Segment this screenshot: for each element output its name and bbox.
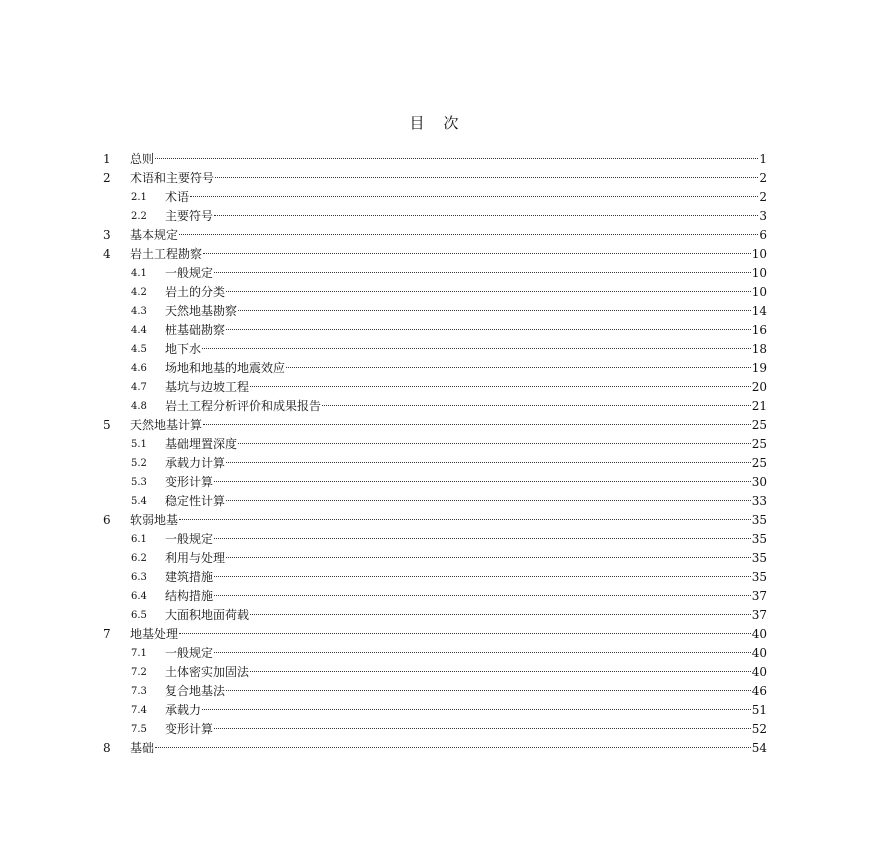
dot-leader xyxy=(202,708,751,710)
toc-entry-number: 6.5 xyxy=(131,610,147,621)
dot-leader xyxy=(203,423,751,425)
dot-leader xyxy=(203,252,751,254)
toc-entry-title: 基础埋置深度 xyxy=(165,437,238,451)
toc-page-number: 37 xyxy=(751,608,767,622)
toc-section-entry[interactable] xyxy=(0,682,870,701)
toc-chapter-entry[interactable] xyxy=(0,169,870,188)
toc-section-entry[interactable] xyxy=(0,207,870,226)
toc-entry-number: 6 xyxy=(103,513,111,527)
toc-entry-title: 总则 xyxy=(130,152,155,166)
toc-entry-number: 4.7 xyxy=(131,382,147,393)
dot-leader xyxy=(214,575,751,577)
toc-chapter-entry[interactable] xyxy=(0,245,870,264)
dot-leader xyxy=(214,594,751,596)
toc-entry-title: 天然地基勘察 xyxy=(165,304,238,318)
toc-page-number: 20 xyxy=(751,380,767,394)
toc-entry-title: 基坑与边坡工程 xyxy=(165,380,250,394)
toc-entry-title: 地基处理 xyxy=(130,627,179,641)
toc-entry-number: 6.2 xyxy=(131,553,147,564)
toc-chapter-entry[interactable] xyxy=(0,226,870,245)
toc-section-entry[interactable] xyxy=(0,492,870,511)
toc-page-number: 40 xyxy=(751,665,767,679)
dot-leader xyxy=(214,727,751,729)
dot-leader xyxy=(226,689,751,691)
toc-entry-title: 大面积地面荷载 xyxy=(165,608,250,622)
toc-page-number: 6 xyxy=(759,228,767,242)
dot-leader xyxy=(179,518,751,520)
toc-entry-number: 7.1 xyxy=(131,648,147,659)
toc-entry-number: 7.2 xyxy=(131,667,147,678)
dot-leader xyxy=(190,195,758,197)
dot-leader xyxy=(214,214,758,216)
toc-section-entry[interactable] xyxy=(0,720,870,739)
toc-section-entry[interactable] xyxy=(0,701,870,720)
toc-page-number: 35 xyxy=(751,513,767,527)
toc-entry-number: 2.2 xyxy=(131,211,147,222)
toc-page-number: 35 xyxy=(751,570,767,584)
toc-page-number: 16 xyxy=(751,323,767,337)
dot-leader xyxy=(214,537,751,539)
dot-leader xyxy=(286,366,751,368)
toc-entry-number: 6.4 xyxy=(131,591,147,602)
toc-entry-number: 4.1 xyxy=(131,268,147,279)
toc-page-number: 46 xyxy=(751,684,767,698)
toc-section-entry[interactable] xyxy=(0,359,870,378)
dot-leader xyxy=(226,556,751,558)
toc-page-number: 1 xyxy=(759,152,767,166)
toc-entry-title: 岩土工程分析评价和成果报告 xyxy=(165,399,322,413)
toc-entry-number: 4.5 xyxy=(131,344,147,355)
toc-section-entry[interactable] xyxy=(0,435,870,454)
toc-entry-number: 2.1 xyxy=(131,192,147,203)
toc-section-entry[interactable] xyxy=(0,188,870,207)
toc-entry-title: 承载力 xyxy=(165,703,202,717)
dot-leader xyxy=(238,442,751,444)
toc-section-entry[interactable] xyxy=(0,283,870,302)
toc-page-number: 25 xyxy=(751,437,767,451)
toc-entry-title: 基本规定 xyxy=(130,228,179,242)
toc-entry-number: 7.4 xyxy=(131,705,147,716)
toc-page-number: 10 xyxy=(751,266,767,280)
dot-leader xyxy=(250,613,751,615)
toc-entry-title: 承载力计算 xyxy=(165,456,226,470)
toc-section-entry[interactable] xyxy=(0,340,870,359)
toc-entry-title: 变形计算 xyxy=(165,475,214,489)
dot-leader xyxy=(215,176,758,178)
toc-page-number: 54 xyxy=(751,741,767,755)
toc-page-number: 21 xyxy=(751,399,767,413)
toc-page-number: 35 xyxy=(751,551,767,565)
toc-entry-number: 4 xyxy=(103,247,111,261)
toc-entry-number: 7 xyxy=(103,627,111,641)
toc-page-number: 2 xyxy=(759,171,767,185)
dot-leader xyxy=(214,271,751,273)
dot-leader xyxy=(179,233,758,235)
toc-page-number: 19 xyxy=(751,361,767,375)
toc-section-entry[interactable] xyxy=(0,264,870,283)
toc-entry-number: 4.2 xyxy=(131,287,147,298)
toc-entry-number: 5.4 xyxy=(131,496,147,507)
dot-leader xyxy=(202,347,751,349)
dot-leader xyxy=(226,328,751,330)
toc-entry-title: 地下水 xyxy=(165,342,202,356)
toc-entry-number: 7.5 xyxy=(131,724,147,735)
dot-leader xyxy=(155,157,758,159)
toc-page-number: 14 xyxy=(751,304,767,318)
toc-chapter-entry[interactable] xyxy=(0,416,870,435)
toc-chapter-entry[interactable] xyxy=(0,150,870,169)
dot-leader xyxy=(226,499,751,501)
dot-leader xyxy=(214,651,751,653)
dot-leader xyxy=(179,632,751,634)
toc-page-number: 40 xyxy=(751,646,767,660)
toc-entry-number: 5 xyxy=(103,418,111,432)
toc-page-number: 51 xyxy=(751,703,767,717)
toc-chapter-entry[interactable] xyxy=(0,739,870,758)
toc-section-entry[interactable] xyxy=(0,397,870,416)
toc-entry-number: 3 xyxy=(103,228,111,242)
toc-entry-title: 一般规定 xyxy=(165,266,214,280)
toc-section-entry[interactable] xyxy=(0,606,870,625)
toc-page-number: 33 xyxy=(751,494,767,508)
toc-section-entry[interactable] xyxy=(0,644,870,663)
toc-entry-title: 一般规定 xyxy=(165,532,214,546)
toc-entry-title: 稳定性计算 xyxy=(165,494,226,508)
toc-section-entry[interactable] xyxy=(0,302,870,321)
dot-leader xyxy=(226,290,751,292)
toc-entry-title: 天然地基计算 xyxy=(130,418,203,432)
toc-entry-title: 术语和主要符号 xyxy=(130,171,215,185)
toc-section-entry[interactable] xyxy=(0,454,870,473)
toc-page-number: 25 xyxy=(751,418,767,432)
toc-entry-title: 场地和地基的地震效应 xyxy=(165,361,286,375)
toc-page-number: 10 xyxy=(751,247,767,261)
toc-entry-number: 5.3 xyxy=(131,477,147,488)
toc-entry-number: 4.8 xyxy=(131,401,147,412)
dot-leader xyxy=(250,670,751,672)
dot-leader xyxy=(226,461,751,463)
page-title: 目 次 xyxy=(409,114,461,132)
toc-page-number: 10 xyxy=(751,285,767,299)
toc-page-number: 35 xyxy=(751,532,767,546)
toc-entry-title: 结构措施 xyxy=(165,589,214,603)
toc-section-entry[interactable] xyxy=(0,663,870,682)
toc-page-number: 2 xyxy=(759,190,767,204)
toc-section-entry[interactable] xyxy=(0,473,870,492)
dot-leader xyxy=(322,404,751,406)
toc-section-entry[interactable] xyxy=(0,530,870,549)
toc-entry-title: 岩土的分类 xyxy=(165,285,226,299)
toc-entry-title: 主要符号 xyxy=(165,209,214,223)
toc-entry-title: 利用与处理 xyxy=(165,551,226,565)
toc-section-entry[interactable] xyxy=(0,321,870,340)
toc-entry-title: 岩土工程勘察 xyxy=(130,247,203,261)
toc-entry-number: 4.6 xyxy=(131,363,147,374)
toc-entry-number: 2 xyxy=(103,171,111,185)
toc-entry-title: 土体密实加固法 xyxy=(165,665,250,679)
toc-chapter-entry[interactable] xyxy=(0,625,870,644)
toc-page-number: 18 xyxy=(751,342,767,356)
toc-entry-title: 一般规定 xyxy=(165,646,214,660)
toc-page-number: 25 xyxy=(751,456,767,470)
toc-entry-title: 基础 xyxy=(130,741,155,755)
toc-page-number: 30 xyxy=(751,475,767,489)
toc-entry-number: 5.1 xyxy=(131,439,147,450)
toc-entry-title: 变形计算 xyxy=(165,722,214,736)
toc-section-entry[interactable] xyxy=(0,549,870,568)
toc-entry-title: 桩基础勘察 xyxy=(165,323,226,337)
dot-leader xyxy=(250,385,751,387)
toc-entry-title: 建筑措施 xyxy=(165,570,214,584)
toc-entry-number: 1 xyxy=(103,152,111,166)
toc-entry-number: 4.4 xyxy=(131,325,147,336)
toc-page-number: 52 xyxy=(751,722,767,736)
toc-entry-title: 复合地基法 xyxy=(165,684,226,698)
dot-leader xyxy=(238,309,751,311)
toc-section-entry[interactable] xyxy=(0,587,870,606)
toc-section-entry[interactable] xyxy=(0,568,870,587)
toc-entry-title: 软弱地基 xyxy=(130,513,179,527)
toc-entry-title: 术语 xyxy=(165,190,190,204)
toc-section-entry[interactable] xyxy=(0,378,870,397)
toc-page-number: 37 xyxy=(751,589,767,603)
toc-entry-number: 6.1 xyxy=(131,534,147,545)
toc-page-number: 40 xyxy=(751,627,767,641)
toc-chapter-entry[interactable] xyxy=(0,511,870,530)
toc-entry-number: 4.3 xyxy=(131,306,147,317)
dot-leader xyxy=(214,480,751,482)
toc-entry-number: 7.3 xyxy=(131,686,147,697)
toc-entry-number: 6.3 xyxy=(131,572,147,583)
toc-page-number: 3 xyxy=(759,209,767,223)
dot-leader xyxy=(155,746,751,748)
toc-entry-number: 5.2 xyxy=(131,458,147,469)
toc-entry-number: 8 xyxy=(103,741,111,755)
